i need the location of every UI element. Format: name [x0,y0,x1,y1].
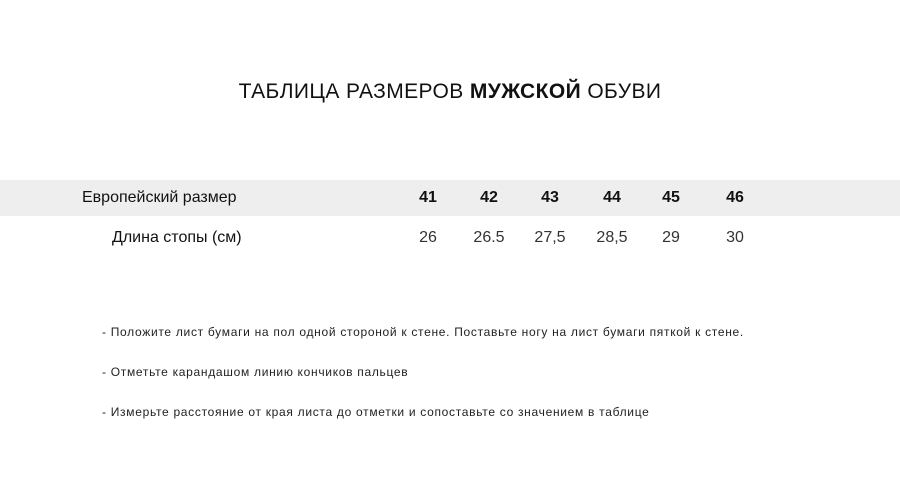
table-cell: 30 [726,229,744,246]
instruction-step-1: - Положите лист бумаги на пол одной стороной к стене. Поставьте ногу на лист бумаги пяткой к стене. [102,325,744,339]
row-label-foot-length: Длина стопы (см) [112,229,242,246]
table-row-foot-length [0,220,900,256]
table-cell: 41 [419,189,437,206]
table-cell: 26.5 [473,229,505,246]
page-title [0,80,900,104]
table-cell: 45 [662,189,680,206]
table-cell: 42 [480,189,498,206]
title-suffix: ОБУВИ [581,80,662,103]
table-cell: 27,5 [534,229,566,246]
table-cell: 29 [662,229,680,246]
table-cell: 28,5 [596,229,628,246]
title-bold-word: МУЖСКОЙ [469,80,582,103]
row-label-eu-size: Европейский размер [82,189,237,206]
instruction-step-2: - Отметьте карандашом линию кончиков пальцев [102,365,409,379]
table-cell: 44 [603,189,621,206]
table-cell: 26 [419,229,437,246]
table-row-eu-size [0,180,900,216]
table-cell: 46 [726,189,744,206]
title-prefix: ТАБЛИЦА РАЗМЕРОВ [238,80,470,103]
instruction-step-3: - Измерьте расстояние от края листа до отметки и сопоставьте со значением в таблице [102,405,650,419]
table-cell: 43 [541,189,559,206]
